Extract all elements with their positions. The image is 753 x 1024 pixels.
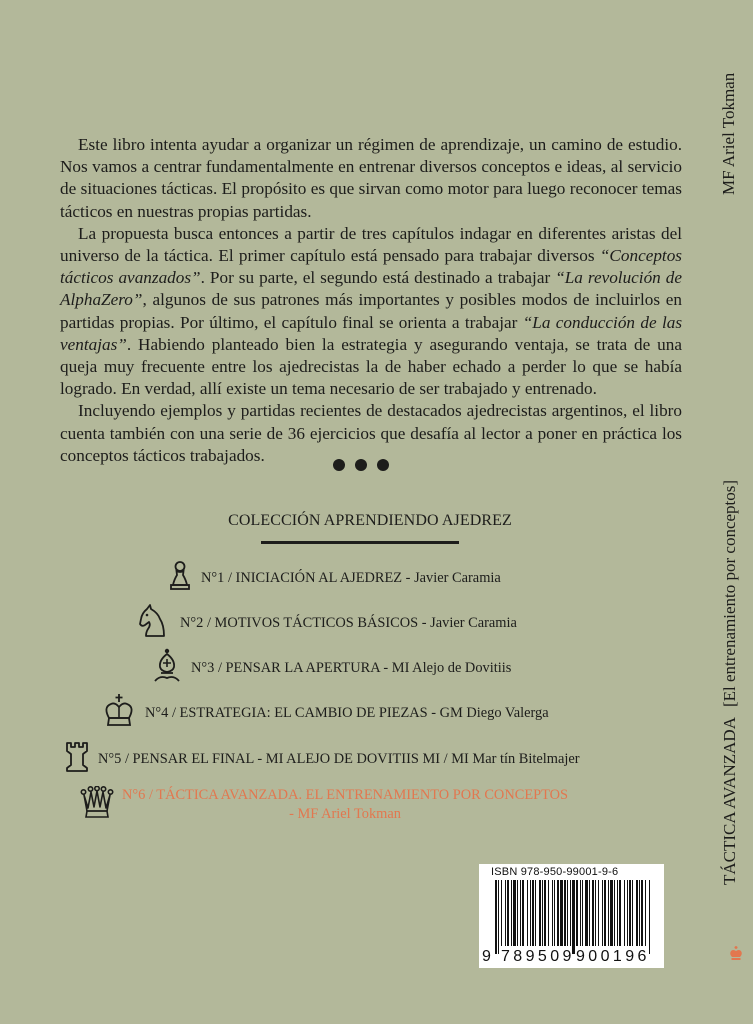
barcode-bar: [636, 880, 638, 946]
dot: [377, 459, 389, 471]
chapter-1-title: “Conceptos tácticos avanzados”: [60, 246, 682, 288]
dot: [355, 459, 367, 471]
collection-book-4: [101, 693, 549, 734]
barcode-bar: [645, 880, 646, 946]
book-6-title-line-2: - MF Ariel Tokman: [289, 806, 401, 822]
barcode-bar: [557, 880, 559, 946]
barcode-bar: [567, 880, 568, 946]
collection-book-6-current: [80, 786, 568, 825]
barcode-bar: [610, 880, 613, 946]
description-text: . Habiendo planteado bien la estrategia y asegurando ventaja, se trata de una queja muy frecuente entre los ajedrecistas la de haber echado a perder lo que se había logrado. En verdad, allí existe un tema necesario de ser trabajado y entrenado.: [60, 334, 682, 399]
chapter-3-title: “La conducción de las ventajas”: [60, 312, 683, 354]
book-3-title: N°3 / PENSAR LA APERTURA - MI Alejo de Dovitiis: [191, 660, 512, 676]
barcode-bar: [548, 880, 549, 946]
description-text: , algunos de sus patrones más importantes y posibles modos de incluirlos en partidas propias. Por último, el capítulo final se orienta a trabajar: [60, 290, 682, 332]
barcode-bar: [592, 880, 594, 946]
barcode-bar: [619, 880, 621, 946]
barcode-bar: [507, 880, 509, 946]
barcode-bar: [527, 880, 528, 946]
barcode-bar: [639, 880, 640, 946]
barcode-bar: [522, 880, 524, 946]
barcode-bar: [585, 880, 588, 946]
publisher-logo-icon: [729, 945, 743, 966]
barcode-bar: [617, 880, 618, 946]
barcode-bar: [589, 880, 590, 946]
collection-book-3: [151, 648, 511, 689]
collection-book-1: [167, 560, 501, 597]
barcode-bar: [595, 880, 596, 946]
back-cover-description: [60, 134, 682, 467]
spine-title-main: TÁCTICA AVANZADA: [720, 717, 739, 885]
barcode-bar: [520, 880, 521, 946]
barcode-bar: [498, 880, 499, 954]
barcode-bar: [501, 880, 502, 946]
spine-subtitle: [El entrenamiento por conceptos]: [720, 479, 739, 708]
barcode-bar: [627, 880, 628, 946]
barcode-bar: [544, 880, 546, 946]
barcode-bar: [576, 880, 578, 946]
chapter-2-title: “La revolución de AlphaZero”: [60, 268, 683, 310]
barcode-bar: [511, 880, 512, 946]
barcode-bar: [614, 880, 615, 946]
barcode-bar: [649, 880, 650, 954]
book-2-title: N°2 / MOTIVOS TÁCTICOS BÁSICOS - Javier Caramia: [180, 615, 517, 631]
collection-book-5: [64, 741, 580, 778]
collection-title: COLECCIÓN APRENDIENDO AJEDREZ: [228, 512, 512, 529]
book-6-title-line-1: N°6 / TÁCTICA AVANZADA. EL ENTRENAMIENTO POR CONCEPTOS: [122, 787, 569, 803]
barcode-bar: [560, 880, 563, 946]
barcode-bar: [629, 880, 631, 946]
barcode-bar: [608, 880, 609, 946]
barcode-bar: [554, 880, 555, 946]
description-paragraph-1: Este libro intenta ayudar a organizar un régimen de aprendizaje, un camino de estudio. Nos vamos a centrar fundamentalmente en entrenar diversos conceptos e ideas, al servicio de situaciones tácticas. El propósito es que sirvan como motor para luego reconocer temas tácticos en nuestras propias partidas.: [60, 135, 682, 221]
knight-icon: [136, 603, 172, 644]
isbn-label: ISBN 978-950-99001-9-6: [491, 866, 619, 878]
description-paragraph-3: Incluyendo ejemplos y partidas recientes de destacados ajedrecistas argentinos, el libro cuenta también con una serie de 36 ejercicios que desafía al lector a poner en práctica los conceptos tácticos trabajados.: [60, 401, 682, 465]
barcode-bar: [632, 880, 633, 946]
barcode-digit-first: 9: [482, 948, 491, 965]
barcode-bar: [505, 880, 506, 946]
spine-author: MF Ariel Tokman: [719, 72, 738, 195]
barcode-bar: [598, 880, 599, 946]
barcode-bar: [624, 880, 625, 946]
barcode-bar: [564, 880, 566, 946]
barcode-bar: [602, 880, 603, 946]
barcode-bar: [495, 880, 497, 954]
barcode-bar: [532, 880, 534, 946]
pawn-icon: [167, 560, 193, 597]
barcode-bar: [539, 880, 541, 946]
spine-title: [720, 480, 740, 885]
barcode-bar: [580, 880, 581, 946]
barcode-bar: [604, 880, 606, 946]
book-4-title: N°4 / ESTRATEGIA: EL CAMBIO DE PIEZAS - GM Diego Valerga: [145, 705, 549, 721]
barcode-bar: [535, 880, 536, 946]
description-text: . Por su parte, el segundo está destinado a trabajar: [200, 268, 556, 288]
description-text: La propuesta busca entonces a partir de tres capítulos indagar en diferentes aristas del universo de la táctica. El primer capítulo está pensado para trabajar diversos: [60, 223, 682, 266]
queen-icon: [80, 786, 114, 825]
king-icon: [101, 693, 137, 734]
separator-dots: [333, 458, 389, 472]
book-6-title: [122, 786, 568, 824]
bishop-icon: [151, 648, 183, 689]
barcode-bar: [570, 880, 571, 946]
barcode-digits-right: 900196: [576, 948, 650, 965]
barcode-bar: [641, 880, 643, 946]
book-5-title: N°5 / PENSAR EL FINAL - MI ALEJO DE DOVITIIS MI / MI Mar tín Bitelmajer: [98, 751, 580, 767]
book-1-title: N°1 / INICIACIÓN AL AJEDREZ - Javier Caramia: [201, 570, 501, 586]
barcode-bar: [572, 880, 575, 954]
isbn-barcode: [479, 864, 664, 968]
barcode-bar: [552, 880, 553, 946]
rook-icon: [64, 741, 90, 778]
dot: [333, 459, 345, 471]
barcode-bar: [582, 880, 583, 946]
barcode-bar: [517, 880, 518, 946]
barcode-bar: [513, 880, 516, 946]
barcode-bar: [542, 880, 543, 946]
barcode-bar: [530, 880, 531, 946]
collection-divider: [261, 541, 459, 544]
collection-book-2: [136, 603, 517, 644]
barcode-digits-left: 789509: [501, 948, 575, 965]
description-paragraph-2: [60, 223, 682, 401]
